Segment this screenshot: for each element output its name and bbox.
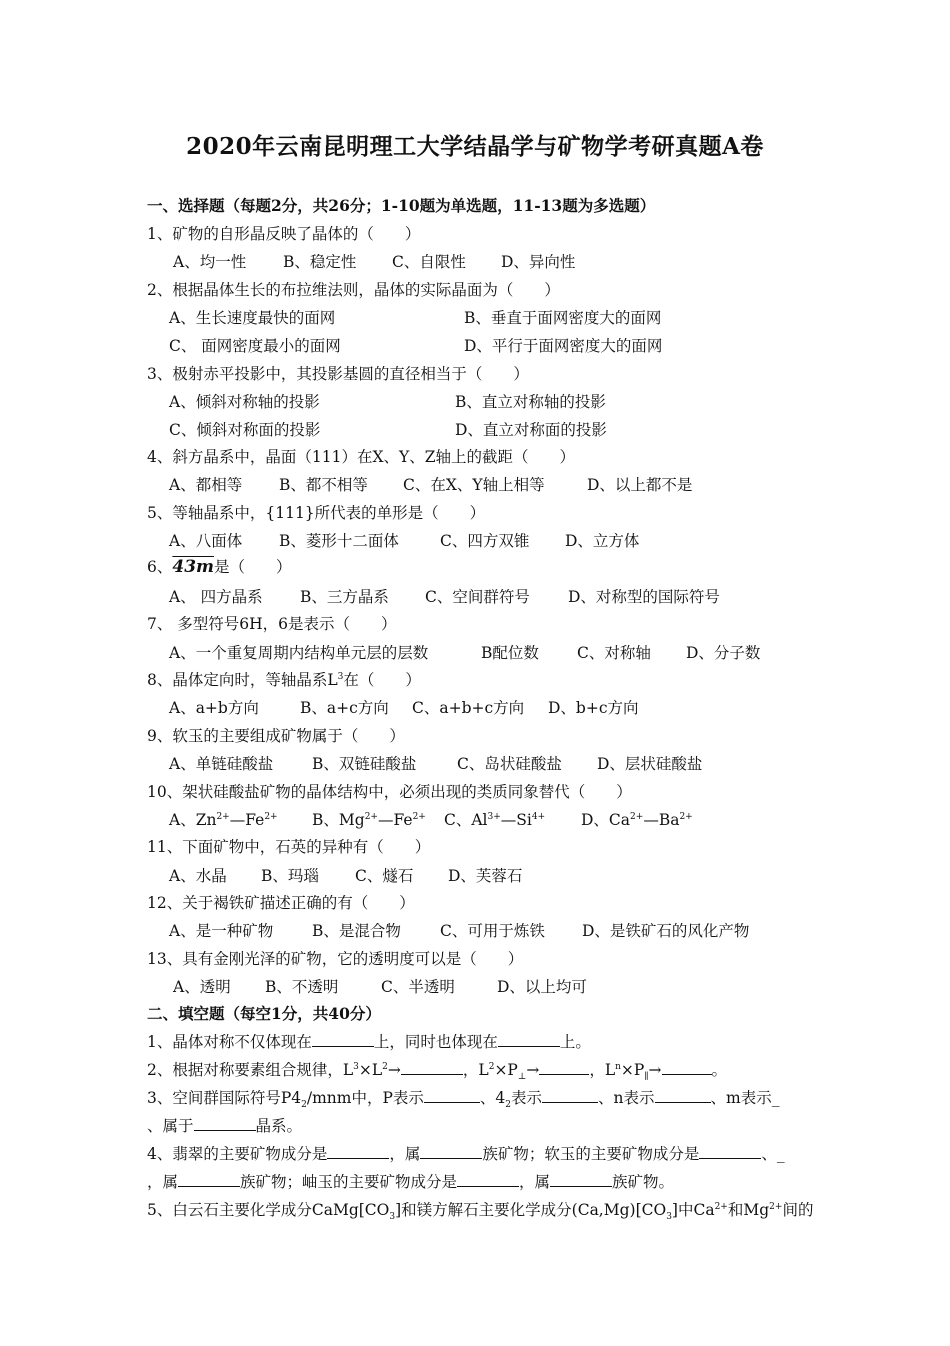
question-stem: 4、斜方晶系中，晶面（111）在X、Y、Z轴上的截距（ ） bbox=[147, 448, 575, 466]
option: A、单链硅酸盐 bbox=[169, 755, 274, 773]
page-title: 2020年云南昆明理工大学结晶学与矿物学考研真题A卷 bbox=[186, 133, 764, 160]
answer-blank bbox=[178, 1172, 240, 1187]
answer-blank bbox=[550, 1172, 612, 1187]
option: A、 四方晶系 bbox=[169, 588, 263, 606]
option: B、直立对称轴的投影 bbox=[455, 393, 606, 411]
answer-blank bbox=[655, 1088, 711, 1103]
question-text: 8、晶体定向时，等轴晶系L bbox=[147, 671, 338, 689]
option: D、以上均可 bbox=[497, 978, 587, 996]
option: C、燧石 bbox=[355, 867, 414, 885]
question-stem: 11、下面矿物中，石英的异种有（ ） bbox=[147, 838, 431, 856]
answer-blank bbox=[312, 1032, 374, 1047]
option: D、$Ca^{2+}—Ba^{2+}$ bbox=[581, 811, 693, 829]
answer-blank bbox=[699, 1144, 761, 1159]
question-stem: 1、矿物的自形晶反映了晶体的（ ） bbox=[147, 225, 421, 243]
option: A、一个重复周期内结构单元层的层数 bbox=[169, 644, 429, 662]
option: C、 面网密度最小的面网 bbox=[169, 337, 341, 355]
option: B、菱形十二面体 bbox=[279, 532, 399, 550]
answer-blank bbox=[194, 1116, 256, 1131]
answer-blank bbox=[401, 1060, 463, 1075]
option: D、b+c方向 bbox=[548, 699, 639, 717]
fill-question: 2、根据对称要素组合规律，$L^3\times L^2\to$ ，$L^2\times P_\perp\to$ ，$L^n\times P_\parallel\to$ 。 bbox=[147, 1061, 728, 1083]
option: C、$Al^{3+}—Si^{4+}$ bbox=[444, 811, 546, 829]
option: C、a+b+c方向 bbox=[412, 699, 525, 717]
answer-blank bbox=[424, 1088, 480, 1103]
section-heading-fill: 二、填空题（每空1分，共40分） bbox=[147, 1004, 381, 1023]
fill-question: 4、翡翠的主要矿物成分是 ，属 族矿物；软玉的主要矿物成分是 、_ bbox=[147, 1145, 785, 1163]
fill-question: 3、空间群国际符号$P4_2$/mnm中，P表示 、$4_2$表示 、n表示 、m表示_ bbox=[147, 1089, 780, 1111]
option: D、异向性 bbox=[501, 253, 576, 271]
question-stem: 12、关于褐铁矿描述正确的有（ ） bbox=[147, 894, 415, 912]
option: C、对称轴 bbox=[577, 644, 651, 662]
option: C、倾斜对称面的投影 bbox=[169, 421, 321, 439]
question-stem: 5、等轴晶系中，{111}所代表的单形是（ ） bbox=[147, 504, 486, 522]
question-number: 6、 bbox=[147, 558, 173, 576]
option: D、是铁矿石的风化产物 bbox=[582, 922, 750, 940]
option: C、半透明 bbox=[381, 978, 455, 996]
option: B、稳定性 bbox=[283, 253, 357, 271]
option: B、a+c方向 bbox=[300, 699, 389, 717]
option: D、分子数 bbox=[686, 644, 761, 662]
answer-blank bbox=[542, 1088, 598, 1103]
fill-question-continued: ，属 族矿物；岫玉的主要矿物成分是 ，属 族矿物。 bbox=[147, 1173, 675, 1191]
option: A、均一性 bbox=[173, 253, 247, 271]
option: C、岛状硅酸盐 bbox=[457, 755, 562, 773]
question-stem bbox=[147, 557, 292, 577]
option: A、透明 bbox=[173, 978, 231, 996]
question-stem: 13、具有金刚光泽的矿物，它的透明度可以是（ ） bbox=[147, 950, 524, 968]
option: D、平行于面网密度大的面网 bbox=[464, 337, 663, 355]
question-stem: 3、极射赤平投影中，其投影基圆的直径相当于（ ） bbox=[147, 365, 529, 383]
question-stem: 10、架状硅酸盐矿物的晶体结构中，必须出现的类质同象替代（ ） bbox=[147, 783, 632, 801]
option: B、不透明 bbox=[265, 978, 339, 996]
superscript: 3 bbox=[337, 671, 344, 682]
question-stem bbox=[147, 670, 421, 690]
option: D、直立对称面的投影 bbox=[455, 421, 607, 439]
option: B、垂直于面网密度大的面网 bbox=[464, 309, 662, 327]
point-group-symbol: 43m bbox=[172, 557, 215, 577]
option: D、层状硅酸盐 bbox=[597, 755, 703, 773]
option: C、可用于炼铁 bbox=[440, 922, 545, 940]
fill-question: 5、白云石主要化学成分$CaMg[CO_3]$和镁方解石主要化学成分$(Ca,Mg)[CO_3]$中$Ca^{2+}$和$Mg^{2+}$间的 bbox=[147, 1201, 814, 1223]
answer-blank bbox=[662, 1060, 712, 1075]
option: A、都相等 bbox=[169, 476, 243, 494]
option: A、a+b方向 bbox=[169, 699, 259, 717]
option: B、双链硅酸盐 bbox=[312, 755, 417, 773]
answer-blank bbox=[420, 1144, 482, 1159]
option: B、是混合物 bbox=[312, 922, 401, 940]
option: A、水晶 bbox=[169, 867, 227, 885]
option: A、八面体 bbox=[169, 532, 243, 550]
option: D、立方体 bbox=[565, 532, 640, 550]
answer-blank bbox=[498, 1032, 560, 1047]
answer-blank bbox=[327, 1144, 389, 1159]
option: B、三方晶系 bbox=[300, 588, 389, 606]
fill-question: 1、晶体对称不仅体现在 上，同时也体现在 上。 bbox=[147, 1033, 591, 1051]
section-heading-choice: 一、选择题（每题2分，共26分；1-10题为单选题，11-13题为多选题） bbox=[147, 196, 656, 215]
option: B配位数 bbox=[481, 644, 539, 662]
question-stem: 7、 多型符号6H，6是表示（ ） bbox=[147, 615, 397, 633]
option: A、$Zn^{2+}—Fe^{2+}$ bbox=[169, 811, 278, 829]
option: D、芙蓉石 bbox=[448, 867, 523, 885]
option: C、空间群符号 bbox=[425, 588, 530, 606]
option: B、玛瑙 bbox=[261, 867, 319, 885]
question-stem: 9、软玉的主要组成矿物属于（ ） bbox=[147, 727, 405, 745]
option: C、四方双锥 bbox=[440, 532, 530, 550]
question-text: 是（ ） bbox=[214, 558, 292, 576]
question-text: 在（ ） bbox=[343, 671, 421, 689]
option: C、在X、Y轴上相等 bbox=[403, 476, 545, 494]
option: D、对称型的国际符号 bbox=[568, 588, 720, 606]
answer-blank bbox=[539, 1060, 589, 1075]
option: B、$Mg^{2+}—Fe^{2+}$ bbox=[312, 811, 426, 829]
answer-blank bbox=[457, 1172, 519, 1187]
option: B、都不相等 bbox=[279, 476, 368, 494]
question-stem: 2、根据晶体生长的布拉维法则，晶体的实际晶面为（ ） bbox=[147, 281, 560, 299]
option: D、以上都不是 bbox=[587, 476, 693, 494]
option: A、是一种矿物 bbox=[169, 922, 274, 940]
option: A、倾斜对称轴的投影 bbox=[169, 393, 320, 411]
option: C、自限性 bbox=[392, 253, 466, 271]
option: A、生长速度最快的面网 bbox=[169, 309, 336, 327]
fill-question-continued: 、属于 晶系。 bbox=[147, 1117, 303, 1135]
